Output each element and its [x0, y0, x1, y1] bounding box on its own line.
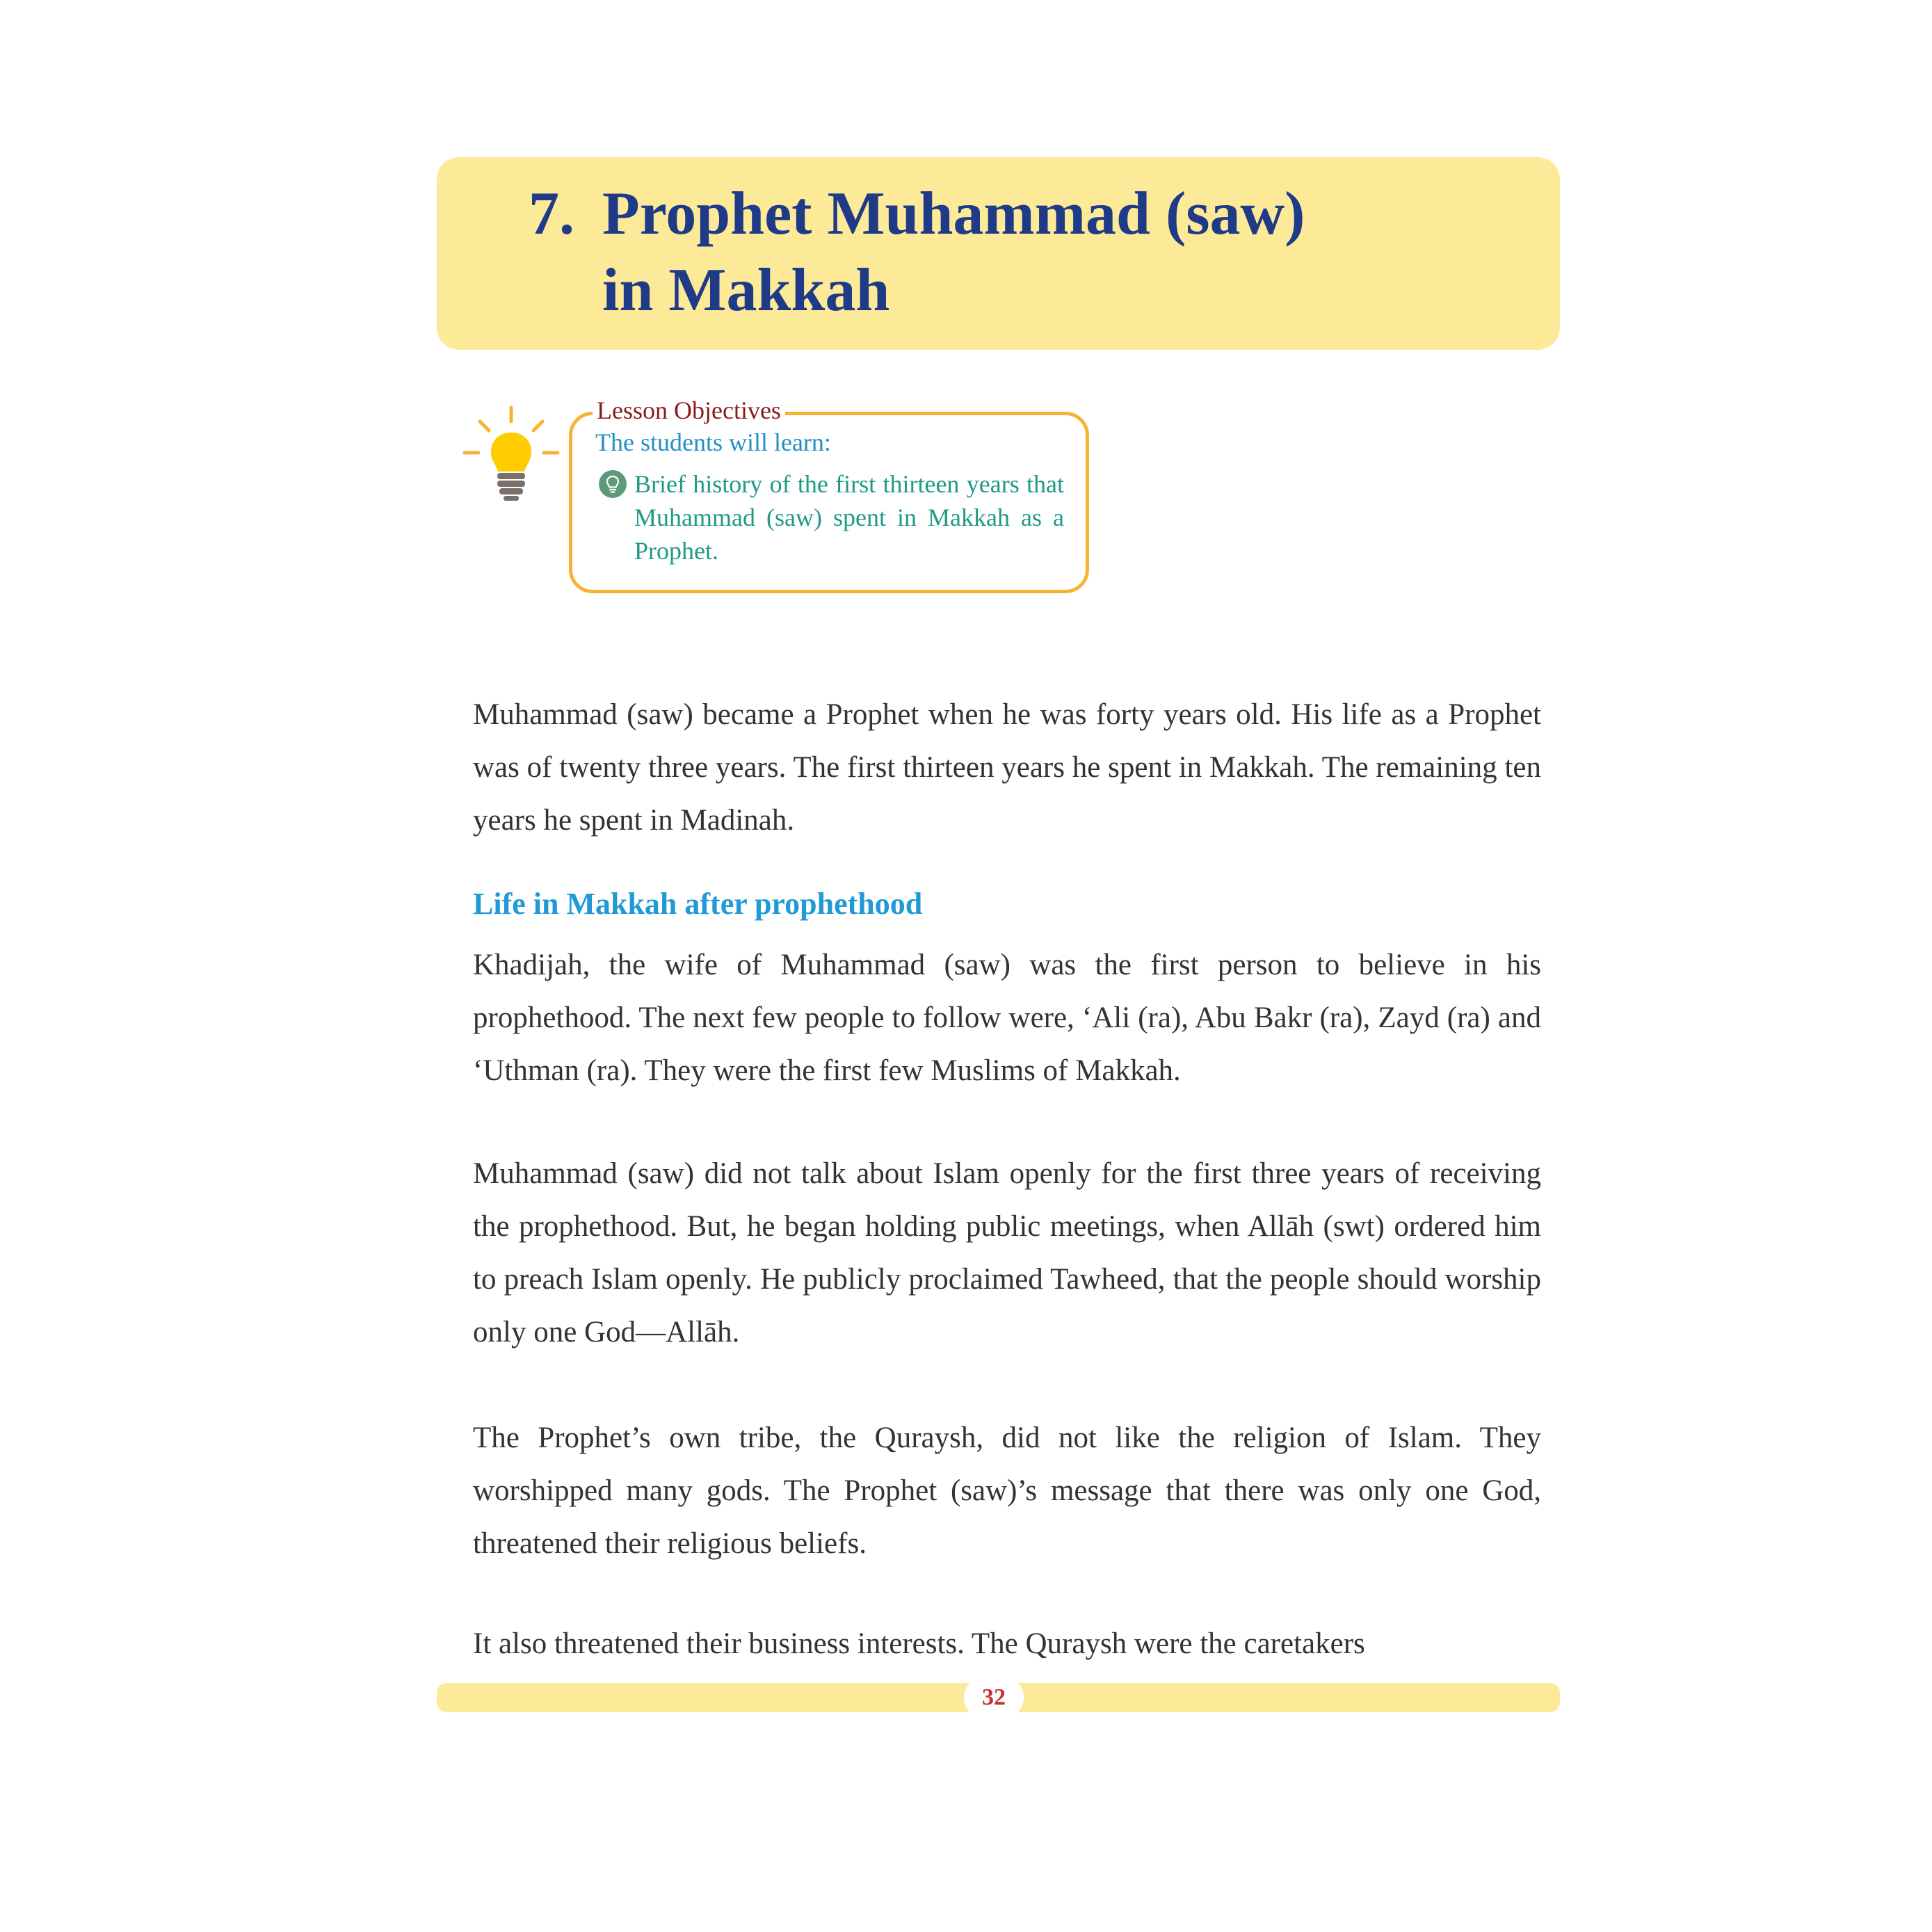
- bulb-bullet-icon: [598, 469, 627, 499]
- lightbulb-icon: [459, 402, 563, 506]
- body-paragraph-1: Muhammad (saw) became a Prophet when he was forty years old. His life as a Prophet was of twenty three years. The first thirteen years he spent in Makkah. The remaining ten years he spent in Madinah.: [473, 698, 1541, 837]
- lesson-objective-item: Brief history of the first thirteen years that Muhammad (saw) spent in Makkah as a Prophet.: [634, 470, 1064, 565]
- lesson-objectives-subtitle: The students will learn:: [595, 428, 831, 456]
- page-number: 32: [982, 1684, 1006, 1710]
- body-paragraph-3: Muhammad (saw) did not talk about Islam openly for the first three years of receiving the prophethood. But, he began holding public meetings, when Allāh (swt) ordered him to preach Islam openly. He publicly proclaimed Tawheed, that the people should worship only one God—Allāh.: [473, 1157, 1541, 1349]
- body-paragraph-4: The Prophet’s own tribe, the Quraysh, did not like the religion of Islam. They worshipped many gods. The Prophet (saw)’s message that there was only one God, threatened their religious beliefs.: [473, 1422, 1541, 1560]
- chapter-number: 7.: [529, 180, 574, 248]
- chapter-title-line1: Prophet Muhammad (saw): [602, 180, 1305, 248]
- body-paragraph-5: It also threatened their business interests. The Quraysh were the caretakers: [473, 1627, 1365, 1660]
- body-paragraph-2: Khadijah, the wife of Muhammad (saw) was the first person to believe in his prophethood. The next few people to follow were, ‘Ali (ra), Abu Bakr (ra), Zayd (ra) and ‘Uthman (ra). They were the first few Muslims of Makkah.: [473, 949, 1541, 1087]
- section-heading: Life in Makkah after prophethood: [473, 887, 923, 921]
- chapter-title-line2: in Makkah: [602, 257, 890, 324]
- lesson-objectives-label: Lesson Objectives: [593, 395, 785, 426]
